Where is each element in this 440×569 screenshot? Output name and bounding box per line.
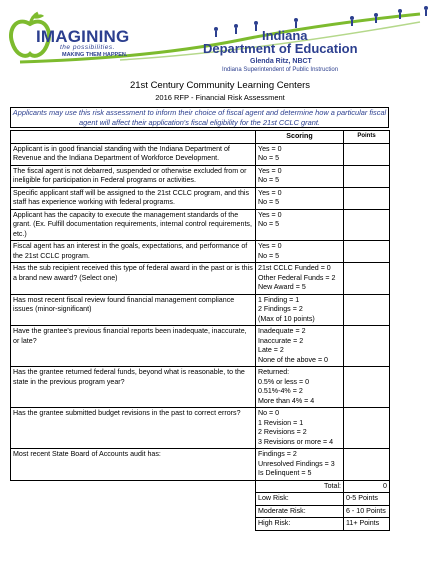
scoring-option: Other Federal Funds = 2 bbox=[258, 273, 336, 282]
question-cell: Applicant has the capacity to execute the management standards of the grant. (Ex. Fulfill documentation requirements, internal control requirements, etc.) bbox=[11, 209, 256, 241]
scoring-cell bbox=[256, 209, 344, 241]
question-cell: Has the grantee submitted budget revisions in the past to correct errors? bbox=[11, 408, 256, 449]
dept-name-line1: Indiana bbox=[262, 28, 308, 43]
risk-level-label: Moderate Risk: bbox=[256, 505, 344, 518]
points-cell[interactable] bbox=[344, 408, 390, 449]
scoring-cell bbox=[256, 294, 344, 326]
scoring-option: More than 4% = 4 bbox=[258, 396, 315, 405]
document-subtitle: 2016 RFP - Financial Risk Assessment bbox=[155, 93, 285, 102]
question-cell: Has most recent fiscal review found financial management compliance issues (minor-significant) bbox=[11, 294, 256, 326]
scoring-cell bbox=[256, 326, 344, 367]
question-cell: Has the grantee returned federal funds, beyond what is reasonable, to the state in the previous program year? bbox=[11, 367, 256, 408]
scoring-option: No = 5 bbox=[258, 176, 280, 184]
scoring-option: 3 Revisions or more = 4 bbox=[258, 437, 334, 446]
scoring-option: 0.51%-4% = 2 bbox=[258, 387, 303, 395]
scoring-cell bbox=[256, 143, 344, 165]
scoring-option: 0.5% or less = 0 bbox=[258, 377, 310, 386]
points-cell[interactable] bbox=[344, 209, 390, 241]
scoring-option: Findings = 2 bbox=[258, 450, 297, 458]
scoring-cell bbox=[256, 408, 344, 449]
question-header bbox=[11, 131, 256, 144]
scoring-option: Inadequate = 2 bbox=[258, 327, 306, 335]
legend-body bbox=[256, 493, 390, 531]
scoring-cell bbox=[256, 367, 344, 408]
scoring-option: Inaccurate = 2 bbox=[258, 336, 304, 345]
scoring-option: 2 Revisions = 2 bbox=[258, 428, 307, 436]
table-row bbox=[11, 367, 390, 408]
scoring-option: Is Delinquent = 5 bbox=[258, 469, 312, 477]
points-cell[interactable] bbox=[344, 165, 390, 187]
scoring-cell bbox=[256, 241, 344, 263]
scoring-option: 1 Finding = 1 bbox=[258, 295, 300, 304]
scoring-option: No = 5 bbox=[258, 154, 280, 162]
scoring-option: Yes = 0 bbox=[258, 242, 282, 250]
points-cell[interactable] bbox=[344, 187, 390, 209]
table-row bbox=[11, 241, 390, 263]
points-cell[interactable] bbox=[344, 294, 390, 326]
scoring-cell bbox=[256, 165, 344, 187]
risk-level-range: 11+ Points bbox=[344, 518, 390, 531]
table-row bbox=[11, 165, 390, 187]
scoring-option: (Max of 10 points) bbox=[258, 314, 315, 323]
table-row bbox=[11, 263, 390, 295]
table-row bbox=[11, 294, 390, 326]
question-cell: Has the sub recipient received this type of federal award in the past or is this a brand new award? (Select one) bbox=[11, 263, 256, 295]
question-cell: Have the grantee's previous financial reports been inadequate, inaccurate, or late? bbox=[11, 326, 256, 367]
points-cell[interactable] bbox=[344, 367, 390, 408]
logo-subline: the possibilities. bbox=[60, 44, 115, 51]
table-row bbox=[11, 408, 390, 449]
superintendent-name: Glenda Ritz, NBCT bbox=[250, 58, 312, 65]
scoring-option: Yes = 0 bbox=[258, 210, 282, 219]
superintendent-title: Indiana Superintendent of Public Instruction bbox=[222, 67, 339, 73]
table-row bbox=[11, 449, 390, 481]
scoring-option: 2 Findings = 2 bbox=[258, 305, 303, 313]
scoring-cell bbox=[256, 187, 344, 209]
table-row bbox=[11, 209, 390, 241]
scoring-option: Yes = 0 bbox=[258, 166, 282, 175]
total-label: Total: bbox=[256, 480, 344, 493]
logo-wordmark: IMAGINING bbox=[36, 27, 130, 46]
risk-table-body bbox=[11, 143, 390, 480]
points-cell[interactable] bbox=[344, 449, 390, 481]
dept-name-line2: Department of Education bbox=[203, 41, 358, 56]
legend-row bbox=[256, 505, 390, 518]
points-cell[interactable] bbox=[344, 143, 390, 165]
scoring-option: None of the above = 0 bbox=[258, 355, 329, 364]
scoring-option: Late = 2 bbox=[258, 346, 284, 354]
scoring-header: Scoring bbox=[256, 131, 344, 144]
scoring-option: No = 5 bbox=[258, 251, 280, 260]
question-cell: The fiscal agent is not debarred, suspended or otherwise excluded from or ineligible for participation in Federal programs or activities. bbox=[11, 165, 256, 187]
risk-level-label: High Risk: bbox=[256, 518, 344, 531]
legend-row bbox=[256, 493, 390, 506]
scoring-option: Yes = 0 bbox=[258, 188, 282, 197]
table-row bbox=[11, 143, 390, 165]
risk-assessment-table bbox=[10, 130, 390, 493]
scoring-option: No = 0 bbox=[258, 409, 280, 417]
risk-level-label: Low Risk: bbox=[256, 493, 344, 506]
points-cell[interactable] bbox=[344, 326, 390, 367]
question-cell: Most recent State Board of Accounts audit has: bbox=[11, 449, 256, 481]
document-title: 21st Century Community Learning Centers bbox=[129, 80, 311, 91]
question-cell: Applicant is in good financial standing with the Indiana Department of Revenue and the Indiana Department of Workforce Development. bbox=[11, 143, 256, 165]
scoring-option: No = 5 bbox=[258, 198, 280, 206]
total-value: 0 bbox=[344, 480, 390, 493]
letterhead bbox=[0, 0, 440, 80]
scoring-option: 21st CCLC Funded = 0 bbox=[258, 264, 331, 272]
scoring-option: Returned: bbox=[258, 368, 290, 376]
scoring-option: 1 Revision = 1 bbox=[258, 418, 304, 427]
table-row bbox=[11, 187, 390, 209]
instructions-notice: Applicants may use this risk assessment to inform their choice of fiscal agent and determine how a particular fiscal agent will affect their application's fiscal eligibility for the 21st CCLC grant. bbox=[10, 107, 389, 128]
scoring-option: New Award = 5 bbox=[258, 283, 306, 291]
scoring-option: No = 5 bbox=[258, 220, 280, 228]
risk-level-range: 6 - 10 Points bbox=[344, 505, 390, 518]
points-header: Points bbox=[344, 131, 390, 144]
points-cell[interactable] bbox=[344, 263, 390, 295]
logo-tagline: MAKING THEM HAPPEN. bbox=[62, 52, 128, 58]
question-cell: Fiscal agent has an interest in the goals, expectations, and performance of the 21st CCLC program. bbox=[11, 241, 256, 263]
scoring-cell bbox=[256, 263, 344, 295]
total-spacer bbox=[11, 480, 256, 493]
scoring-option: Yes = 0 bbox=[258, 144, 282, 153]
risk-level-range: 0-5 Points bbox=[344, 493, 390, 506]
question-cell: Specific applicant staff will be assigned to the 21st CCLC program, and this staff has experience working with federal programs. bbox=[11, 187, 256, 209]
legend-row bbox=[256, 518, 390, 531]
risk-level-legend bbox=[255, 492, 390, 531]
points-cell[interactable] bbox=[344, 241, 390, 263]
scoring-option: Unresolved Findings = 3 bbox=[258, 459, 335, 468]
scoring-cell bbox=[256, 449, 344, 481]
table-row bbox=[11, 326, 390, 367]
